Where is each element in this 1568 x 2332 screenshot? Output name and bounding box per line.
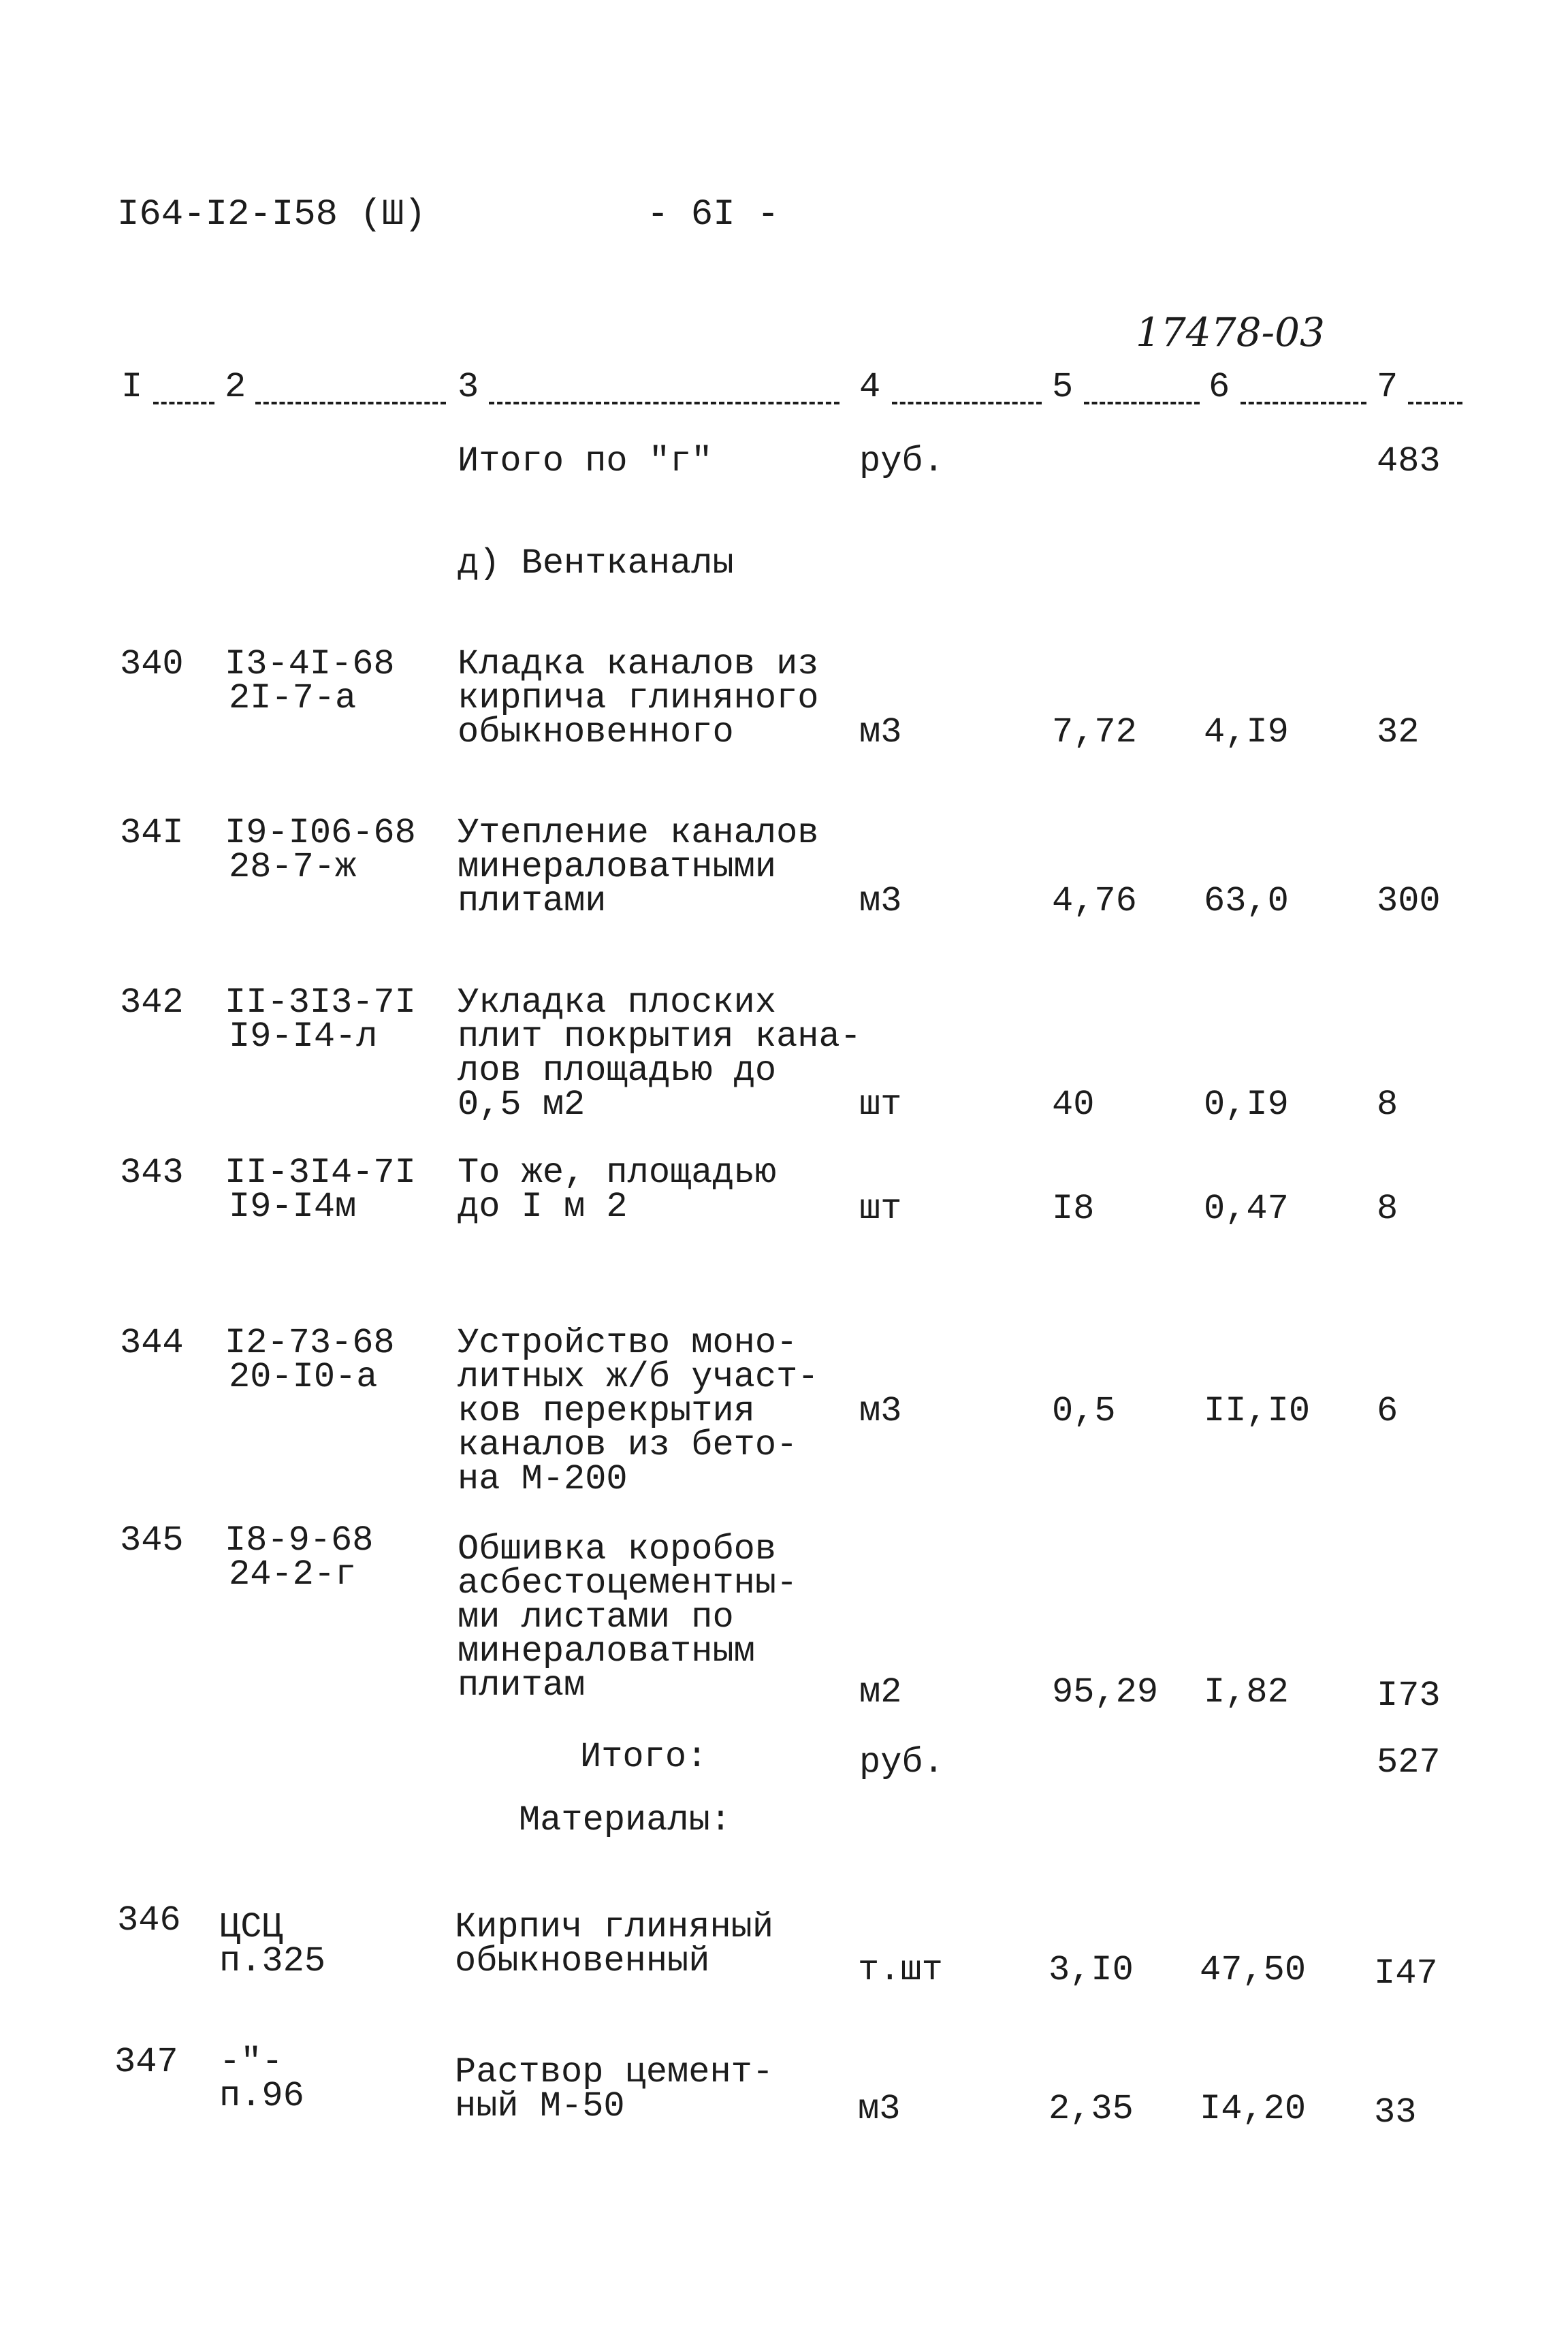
row-description: обыкновенного bbox=[458, 712, 734, 752]
row-description: лов площадью до bbox=[458, 1051, 777, 1091]
row-description: плитами bbox=[458, 881, 607, 921]
subtotal-label: Итого: bbox=[580, 1737, 708, 1777]
row-unit-price: 4,I9 bbox=[1204, 712, 1289, 752]
row-description: кирпича глиняного bbox=[458, 678, 819, 718]
row-total: 6 bbox=[1377, 1391, 1398, 1431]
norm-code: I2-73-68 bbox=[225, 1323, 395, 1363]
total-label: Итого по "г" bbox=[458, 441, 713, 481]
row-unit-price: 0,I9 bbox=[1204, 1085, 1289, 1125]
subtotal-value: 527 bbox=[1377, 1742, 1441, 1783]
row-total: I47 bbox=[1374, 1953, 1438, 1994]
row-total: I73 bbox=[1377, 1676, 1441, 1716]
row-unit: т.шт bbox=[858, 1950, 943, 1990]
page-number: - 6I - bbox=[647, 194, 780, 236]
handwritten-note: 17478-03 bbox=[1136, 309, 1325, 355]
row-total: 8 bbox=[1377, 1189, 1398, 1229]
row-number: 34I bbox=[120, 813, 184, 853]
norm-code: I3-4I-68 bbox=[225, 644, 395, 684]
row-description: плит покрытия кана- bbox=[458, 1017, 861, 1057]
dash-divider bbox=[892, 402, 1042, 404]
column-header: 2 bbox=[225, 367, 246, 407]
row-description: ми листами по bbox=[458, 1597, 734, 1638]
norm-code: 2I-7-а bbox=[229, 678, 357, 718]
subtotal-unit: руб. bbox=[859, 1742, 944, 1783]
row-description: Устройство моно- bbox=[458, 1323, 798, 1363]
norm-code: II-3I3-7I bbox=[225, 983, 416, 1023]
row-description: обыкновенный bbox=[455, 1941, 710, 1981]
row-number: 344 bbox=[120, 1323, 184, 1363]
dash-divider bbox=[255, 402, 446, 404]
row-unit-price: 0,47 bbox=[1204, 1189, 1289, 1229]
row-quantity: 7,72 bbox=[1052, 712, 1137, 752]
row-description: до I м 2 bbox=[458, 1187, 628, 1227]
column-header: 5 bbox=[1052, 367, 1074, 407]
row-unit: м3 bbox=[859, 881, 902, 921]
row-unit: м2 bbox=[859, 1672, 902, 1712]
row-description: Обшивка коробов bbox=[458, 1529, 777, 1569]
row-unit-price: 63,0 bbox=[1204, 881, 1289, 921]
materials-heading: Материалы: bbox=[519, 1800, 732, 1840]
total-unit: руб. bbox=[859, 441, 944, 481]
row-description: Раствор цемент- bbox=[455, 2052, 774, 2092]
row-description: минераловатными bbox=[458, 847, 777, 887]
total-value: 483 bbox=[1377, 441, 1441, 481]
row-quantity: 40 bbox=[1052, 1085, 1095, 1125]
row-total: 300 bbox=[1377, 881, 1441, 921]
row-quantity: 4,76 bbox=[1052, 881, 1137, 921]
row-description: 0,5 м2 bbox=[458, 1085, 586, 1125]
column-header: 7 bbox=[1377, 367, 1398, 407]
row-unit-price: I,82 bbox=[1204, 1672, 1289, 1712]
norm-code: 28-7-ж bbox=[229, 847, 357, 887]
row-unit: м3 bbox=[859, 712, 902, 752]
row-number: 345 bbox=[120, 1520, 184, 1561]
dash-divider bbox=[1408, 402, 1462, 404]
row-description: каналов из бето- bbox=[458, 1425, 798, 1465]
dash-divider bbox=[153, 402, 214, 404]
column-header: I bbox=[121, 367, 143, 407]
row-description: ный М-50 bbox=[455, 2086, 625, 2126]
norm-code: I9-I4-л bbox=[229, 1017, 378, 1057]
norm-code: 24-2-г bbox=[229, 1554, 357, 1595]
row-unit-price: 47,50 bbox=[1200, 1950, 1307, 1990]
row-number: 343 bbox=[120, 1153, 184, 1193]
row-unit: шт bbox=[859, 1085, 902, 1125]
row-unit: м3 bbox=[859, 1391, 902, 1431]
row-number: 340 bbox=[120, 644, 184, 684]
row-description: Кладка каналов из bbox=[458, 644, 819, 684]
row-description: асбестоцементны- bbox=[458, 1563, 798, 1603]
row-unit-price: I4,20 bbox=[1200, 2089, 1307, 2129]
row-unit-price: II,I0 bbox=[1204, 1391, 1311, 1431]
row-quantity: 95,29 bbox=[1052, 1672, 1159, 1712]
row-description: плитам bbox=[458, 1665, 586, 1706]
row-description: Утепление каналов bbox=[458, 813, 819, 853]
row-unit: м3 bbox=[858, 2089, 901, 2129]
row-total: 8 bbox=[1377, 1085, 1398, 1125]
norm-code: I8-9-68 bbox=[225, 1520, 374, 1561]
norm-code: п.325 bbox=[219, 1941, 326, 1981]
row-number: 342 bbox=[120, 983, 184, 1023]
norm-code: п.96 bbox=[219, 2076, 304, 2116]
row-description: Укладка плоских bbox=[458, 983, 777, 1023]
row-number: 346 bbox=[117, 1900, 181, 1940]
row-quantity: 2,35 bbox=[1049, 2089, 1134, 2129]
row-unit: шт bbox=[859, 1189, 902, 1229]
dash-divider bbox=[1241, 402, 1366, 404]
row-description: ков перекрытия bbox=[458, 1391, 755, 1431]
norm-code: I9-I06-68 bbox=[225, 813, 416, 853]
column-header: 4 bbox=[859, 367, 881, 407]
column-header: 6 bbox=[1209, 367, 1230, 407]
row-description: литных ж/б участ- bbox=[458, 1357, 819, 1397]
row-quantity: 0,5 bbox=[1052, 1391, 1116, 1431]
row-description: минераловатным bbox=[458, 1631, 755, 1672]
row-description: То же, площадью bbox=[458, 1153, 777, 1193]
norm-code: 20-I0-а bbox=[229, 1357, 378, 1397]
section-heading: д) Вентканалы bbox=[458, 543, 734, 584]
column-header: 3 bbox=[458, 367, 479, 407]
row-quantity: 3,I0 bbox=[1049, 1950, 1134, 1990]
dash-divider bbox=[1084, 402, 1200, 404]
row-total: 32 bbox=[1377, 712, 1420, 752]
row-total: 33 bbox=[1374, 2092, 1417, 2133]
norm-code: -"- bbox=[219, 2042, 283, 2082]
document-code: I64-I2-I58 (Ш) bbox=[117, 194, 426, 236]
norm-code: I9-I4м bbox=[229, 1187, 357, 1227]
row-description: на М-200 bbox=[458, 1459, 628, 1499]
row-quantity: I8 bbox=[1052, 1189, 1095, 1229]
row-description: Кирпич глиняный bbox=[455, 1907, 774, 1947]
norm-code: ЦСЦ bbox=[219, 1907, 283, 1947]
row-number: 347 bbox=[114, 2042, 178, 2082]
dash-divider bbox=[489, 402, 839, 404]
norm-code: II-3I4-7I bbox=[225, 1153, 416, 1193]
